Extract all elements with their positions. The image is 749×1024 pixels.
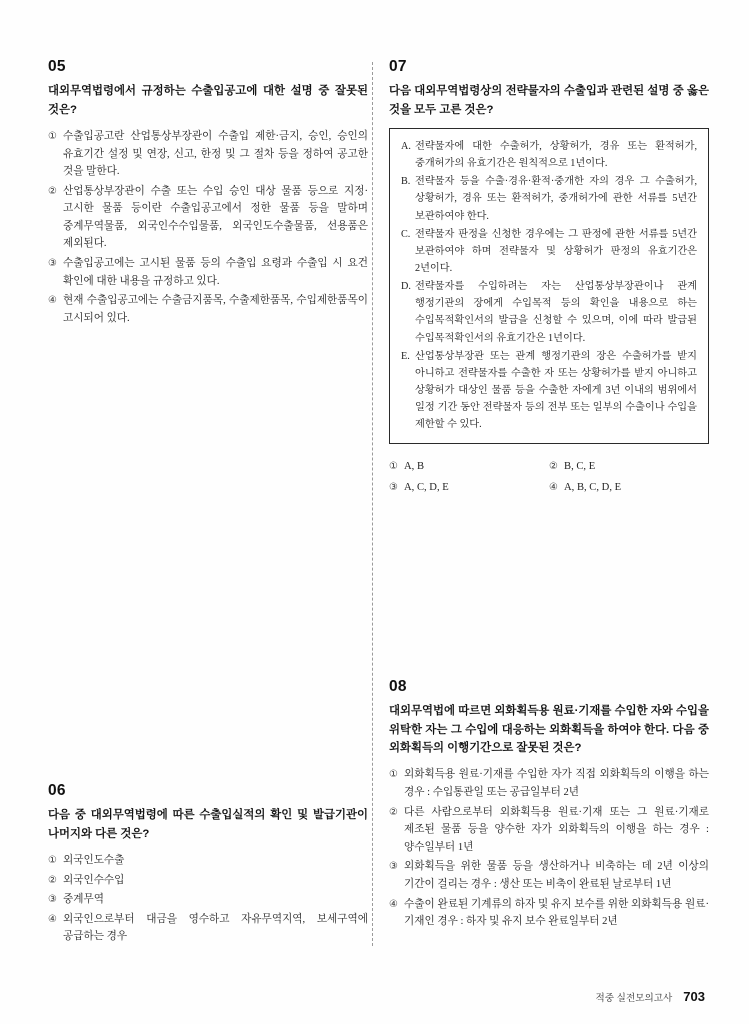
choice-text: 수출이 완료된 기계류의 하자 및 유지 보수를 위한 외화획득용 원료·기재인 경우 : 하자 및 유지 보수 완료일부터 2년	[404, 898, 709, 928]
passage-label: A.	[401, 140, 411, 152]
question-05	[48, 58, 368, 327]
choice-item[interactable]	[48, 128, 368, 181]
choice-marker: ④	[48, 913, 57, 925]
passage-label: E.	[401, 350, 410, 362]
passage-item	[398, 138, 697, 172]
choice-text: 외화획득용 원료·기재를 수입한 자가 직접 외화획득의 이행을 하는 경우 : 수입통관일 또는 공급일부터 2년	[404, 769, 709, 799]
choice-text: A, B	[404, 461, 425, 473]
passage-label: D.	[401, 281, 411, 293]
choice-text: B, C, E	[564, 461, 596, 473]
question-07-number: 07	[389, 58, 407, 75]
choice-marker: ②	[48, 185, 57, 197]
choice-marker: ①	[389, 461, 398, 473]
choice-item[interactable]	[48, 852, 368, 870]
question-06-stem: 다음 중 대외무역법령에 따른 수출입실적의 확인 및 발급기관이 나머지와 다른 것은?	[48, 809, 368, 840]
choice-item[interactable]	[389, 896, 709, 931]
passage-item	[398, 173, 697, 224]
passage-text: 전략물자를 수입하려는 자는 산업통상부장관이나 관계 행정기관의 장에게 수입목적 등의 확인을 내용으로 하는 수입목적확인서의 발급을 신청할 수 있으며, 이에 따라 발급된 수입목적확인서의 유효기간은 1년이다.	[415, 281, 697, 344]
choice-item[interactable]	[48, 255, 368, 290]
choice-item[interactable]	[389, 458, 549, 476]
choice-marker: ③	[389, 481, 398, 493]
choice-marker: ②	[389, 806, 398, 818]
choice-marker: ③	[48, 894, 57, 906]
page-number: 703	[683, 989, 705, 1004]
question-07-stem: 다음 대외무역법령상의 전략물자의 수출입과 관련된 설명 중 옳은 것을 모두 고른 것은?	[389, 85, 709, 116]
choice-item[interactable]	[48, 183, 368, 253]
question-08-choices	[389, 766, 709, 930]
passage-item	[398, 226, 697, 277]
choice-text: 외국인수수입	[63, 874, 125, 886]
choice-text: 중계무역	[63, 894, 104, 906]
choice-marker: ①	[389, 769, 398, 781]
choice-text: 수출입공고란 산업통상부장관이 수출입 제한·금지, 승인, 승인의 유효기간 설정 및 연장, 신고, 한정 및 그 절차 등을 정하여 공고한 것을 말한다.	[63, 130, 368, 178]
choice-marker: ④	[389, 898, 398, 910]
choice-text: 외국인으로부터 대금을 영수하고 자유무역지역, 보세구역에 공급하는 경우	[63, 913, 368, 943]
choice-item[interactable]	[48, 891, 368, 909]
question-07	[389, 58, 709, 497]
choice-item[interactable]	[48, 292, 368, 327]
choice-text: 수출입공고에는 고시된 물품 등의 수출입 요령과 수출입 시 요건 확인에 대한 내용을 규정하고 있다.	[63, 258, 368, 287]
passage-text: 산업통상부장관 또는 관계 행정기관의 장은 수출허가를 받지 아니하고 전략물자를 수출한 자 또는 상황허가를 받지 아니하고 상황허가 대상인 물품 등을 수출한 자에게 3년 이내의 범위에서 일정 기간 동안 전략물자 등의 전부 또는 일부의 수출이나 수입을 제한할 수 있다.	[415, 350, 697, 431]
question-08-stem: 대외무역법에 따르면 외화획득용 원료·기재를 수입한 자와 수입을 위탁한 자는 그 수입에 대응하는 외화획득을 하여야 한다. 다음 중 외화획득의 이행기간으로 잘못된 것은?	[389, 705, 709, 754]
choice-item[interactable]	[549, 479, 709, 497]
choice-item[interactable]	[549, 458, 709, 476]
left-column	[48, 58, 368, 353]
choice-text: 다른 사람으로부터 외화획득용 원료·기재 또는 그 원료·기재로 제조된 물품 등을 양수한 자가 외화획득의 이행을 하는 경우 : 양수일부터 1년	[404, 806, 709, 853]
right-column	[389, 58, 709, 523]
choice-marker: ②	[549, 461, 558, 473]
passage-item	[398, 278, 697, 347]
question-06-choices	[48, 852, 368, 946]
choice-text: A, C, D, E	[404, 481, 449, 493]
page-footer	[595, 989, 705, 1004]
passage-text: 전략물자 등을 수출·경유·환적·중개한 자의 경우 그 수출허가, 상황허가, 경유 또는 환적허가, 중개허가에 관한 서류를 5년간 보관하여야 한다.	[415, 176, 697, 222]
choice-text: 외화획득을 위한 물품 등을 생산하거나 비축하는 데 2년 이상의 기간이 걸리는 경우 : 생산 또는 비축이 완료된 날로부터 1년	[404, 861, 709, 890]
choice-item[interactable]	[48, 911, 368, 946]
choice-item[interactable]	[389, 804, 709, 857]
passage-item	[398, 348, 697, 434]
question-05-stem: 대외무역법령에서 규정하는 수출입공고에 대한 설명 중 잘못된 것은?	[48, 85, 368, 116]
choice-marker: ③	[389, 861, 398, 873]
question-05-number: 05	[48, 58, 66, 75]
question-05-choices	[48, 128, 368, 327]
choice-text: 산업통상부장관이 수출 또는 수입 승인 대상 물품 등으로 지정·고시한 물품 등이란 수출입공고에서 정한 물품 등을 말하며 중계무역물품, 외국인수수입물품, 외국인도수출물품, 선용품은 제외된다.	[63, 185, 368, 250]
question-07-passage-box	[389, 128, 709, 444]
footer-label: 적중 실전모의고사	[595, 993, 673, 1004]
question-08-number: 08	[389, 678, 407, 695]
question-06-number: 06	[48, 782, 66, 799]
choice-text: A, B, C, D, E	[564, 481, 622, 493]
passage-label: B.	[401, 176, 411, 188]
passage-text: 전략물자 판정을 신청한 경우에는 그 판정에 관한 서류를 5년간 보관하여야 하며 전략물자 및 상황허가 판정의 유효기간은 2년이다.	[415, 228, 697, 274]
choice-marker: ④	[48, 295, 57, 307]
column-divider	[372, 62, 373, 946]
passage-label: C.	[401, 228, 411, 240]
choice-marker: ③	[48, 258, 57, 270]
choice-item[interactable]	[389, 766, 709, 801]
choice-marker: ④	[549, 481, 558, 493]
question-06	[48, 782, 368, 948]
choice-marker: ①	[48, 130, 57, 142]
choice-marker: ①	[48, 854, 57, 866]
choice-text: 현재 수출입공고에는 수출금지품목, 수출제한품목, 수입제한품목이 고시되어 있다.	[63, 295, 368, 324]
passage-text: 전략물자에 대한 수출허가, 상황허가, 경유 또는 환적허가, 중개허가의 유효기간은 원칙적으로 1년이다.	[415, 140, 697, 170]
choice-item[interactable]	[389, 858, 709, 893]
question-07-choices	[389, 458, 709, 496]
choice-marker: ②	[48, 874, 57, 886]
choice-item[interactable]	[48, 872, 368, 890]
question-08	[389, 678, 709, 933]
choice-text: 외국인도수출	[63, 854, 125, 866]
choice-item[interactable]	[389, 479, 549, 497]
